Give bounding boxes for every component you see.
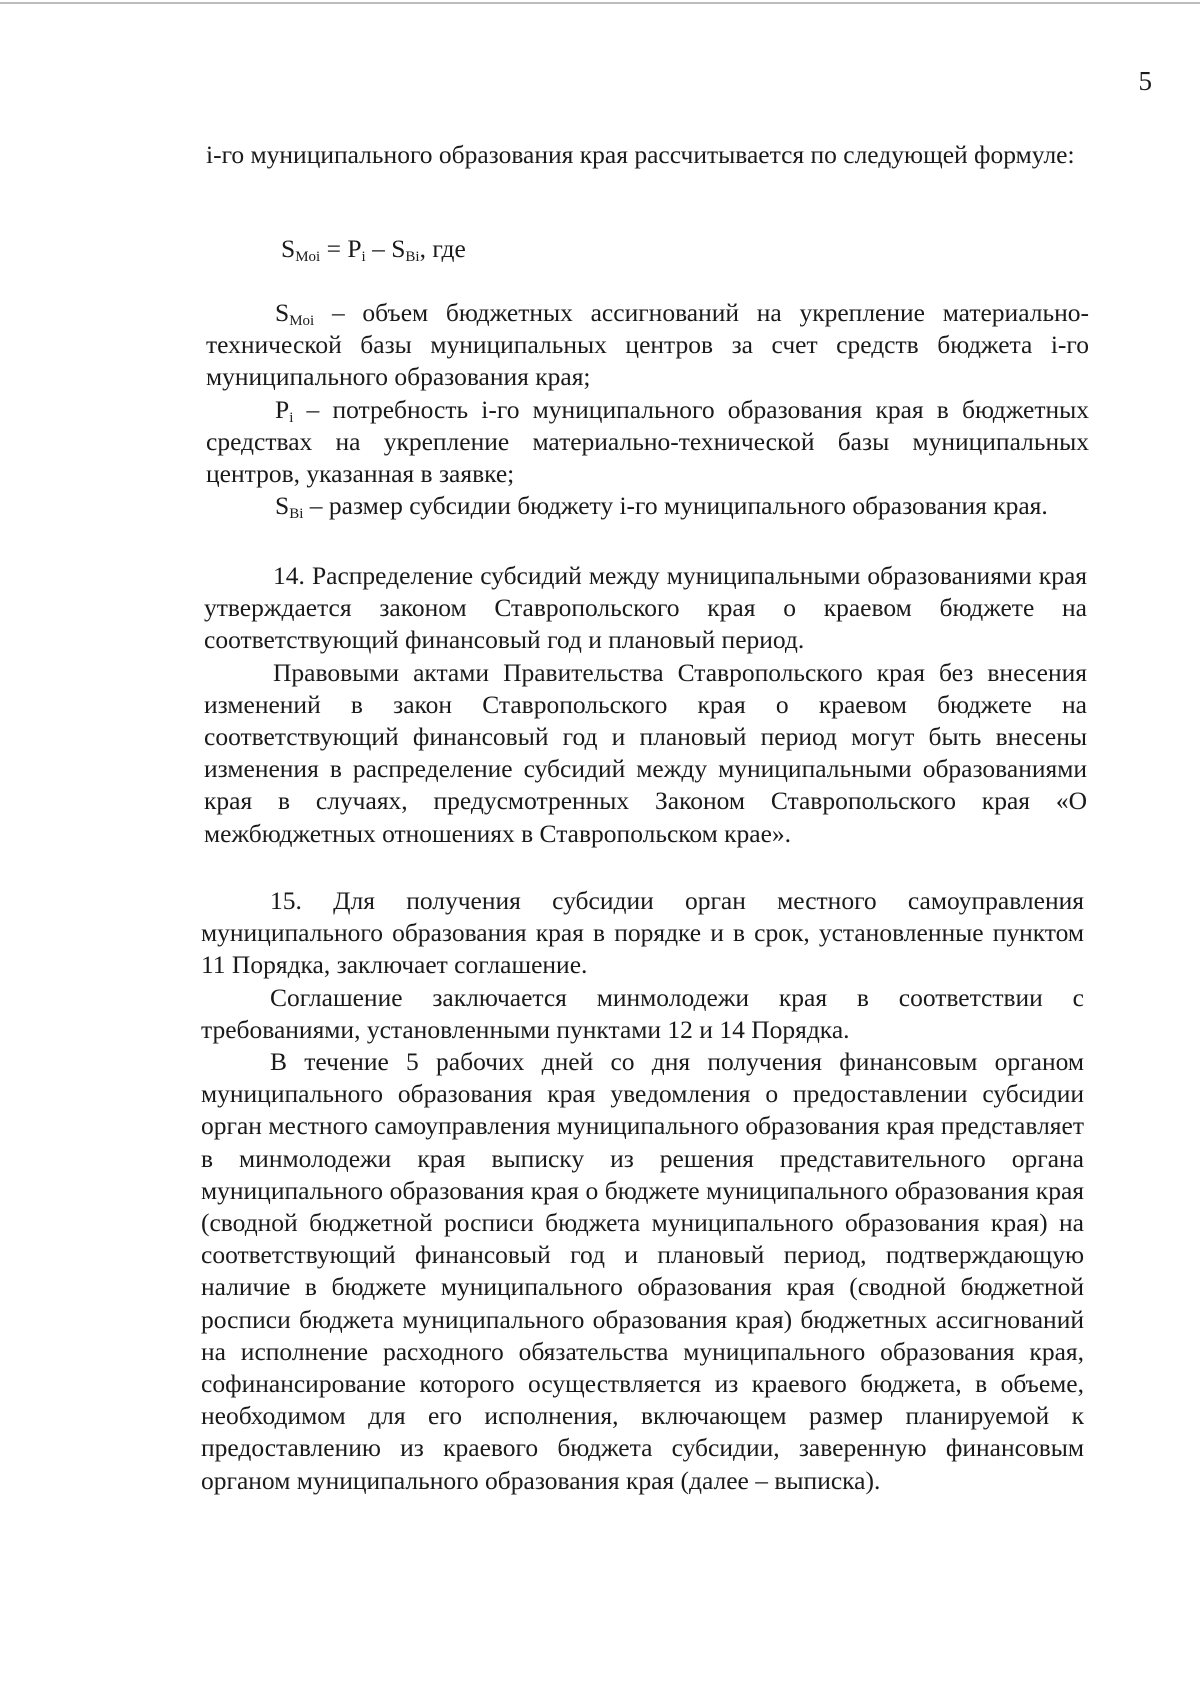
scan-top-edge — [0, 2, 1200, 4]
formula-tail: , где — [419, 234, 466, 263]
definition-s-moi-symbol: S — [275, 298, 290, 327]
formula-equals-p: = P — [320, 234, 362, 263]
definition-s-moi-text: – объем бюджетных ассигнований на укрепление материально-технической базы муниципальных центров за счет средств бюджета i-го муниципального образования края; — [206, 298, 1089, 392]
definitions-block — [206, 297, 1089, 522]
section-15-paragraph-2: Соглашение заключается минмолодежи края в соответствии с требованиями, установленными пунктами 12 и 14 Порядка. — [201, 982, 1084, 1044]
formula-s-bi-subscript: Bi — [405, 249, 420, 265]
definition-p-i — [206, 394, 1089, 491]
intro-paragraph-block — [206, 139, 1089, 171]
page-number: 5 — [1138, 66, 1152, 96]
definition-s-moi — [206, 297, 1089, 394]
section-14 — [204, 560, 1087, 850]
formula-s-moi-subscript: Moi — [295, 249, 321, 265]
definition-s-moi-subscript: Moi — [289, 313, 315, 329]
definition-p-i-text: – потребность i-го муниципального образования края в бюджетных средствах на укрепление материально-технической базы муниципальных центров, указанная в заявке; — [206, 394, 1089, 489]
definition-s-bi-text: – размер субсидии бюджету i-го муниципального образования края. — [303, 491, 1048, 521]
formula-p-subscript: i — [361, 249, 366, 265]
definition-p-i-symbol: P — [275, 394, 290, 424]
formula-minus-s: – S — [365, 234, 406, 263]
intro-paragraph: i-го муниципального образования края рассчитывается по следующей формуле: — [206, 140, 1075, 169]
section-15-paragraph-1: 15. Для получения субсидии орган местного самоуправления муниципального образования края в порядке и в срок, установленные пунктом 11 Порядка, заключает соглашение. — [201, 886, 1084, 980]
definition-s-bi — [206, 490, 1089, 522]
section-15-paragraph-3: В течение 5 рабочих дней со дня получения финансовым органом муниципального образования края уведомления о предоставлении субсидии орган местного самоуправления муниципального образования края представляет в минмолодежи края выписку из решения представительного органа муниципального образования края о бюджете муниципального образования края (сводной бюджетной росписи бюджета муниципального образования края) на соответствующий финансовый год и плановый период, подтверждающую наличие в бюджете муниципального образования края (сводной бюджетной росписи бюджета муниципального образования края) бюджетных ассигнований на исполнение расходного обязательства муниципального образования края, софинансирование которого осуществляется из краевого бюджета, в объеме, необходимом для его исполнения, включающем размер планируемой к предоставлению из краевого бюджета субсидии, заверенную финансовым органом муниципального образования края (далее – выписка). — [201, 1047, 1084, 1495]
formula-s-moi: S — [281, 234, 296, 263]
definition-s-bi-symbol: S — [275, 491, 290, 521]
definition-p-i-subscript: i — [289, 409, 294, 426]
section-14-paragraph-2: Правовыми актами Правительства Ставропольского края без внесения изменений в закон Ставропольского края о краевом бюджете на соответствующий финансовый год и плановый период могут быть внесены изменения в распределение субсидий между муниципальными образованиями края в случаях, предусмотренных Законом Ставропольского края «О межбюджетных отношениях в Ставропольском крае». — [204, 657, 1087, 848]
section-14-paragraph-1: 14. Распределение субсидий между муниципальными образованиями края утверждается законом Ставропольского края о краевом бюджете на соответствующий финансовый год и плановый период. — [204, 561, 1087, 655]
formula — [281, 233, 466, 265]
section-15 — [201, 885, 1084, 1497]
definition-s-bi-subscript: Bi — [289, 506, 304, 523]
